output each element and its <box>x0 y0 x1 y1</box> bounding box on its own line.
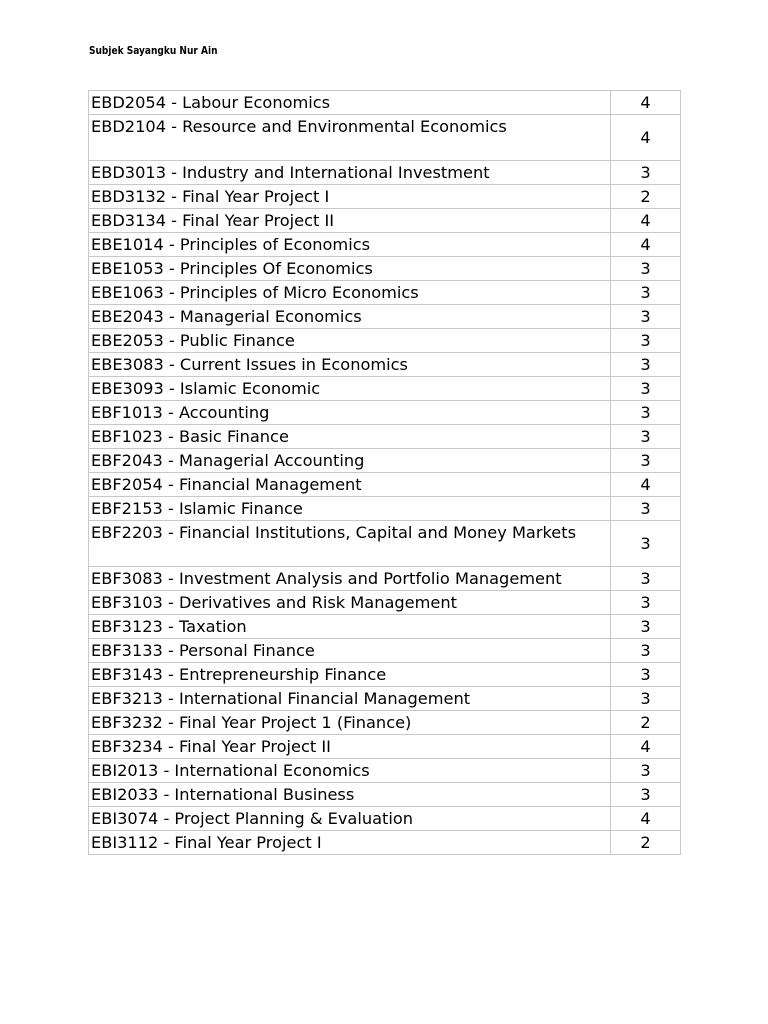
subject-name-cell: EBF2153 - Islamic Finance <box>89 497 611 521</box>
subject-name-cell: EBE1014 - Principles of Economics <box>89 233 611 257</box>
subject-name-cell: EBE3083 - Current Issues in Economics <box>89 353 611 377</box>
subjects-table <box>88 90 681 855</box>
table-row <box>89 521 681 567</box>
subject-credit-cell: 2 <box>611 831 681 855</box>
subject-credit-cell: 3 <box>611 497 681 521</box>
subject-credit-cell: 2 <box>611 185 681 209</box>
subject-credit-cell: 4 <box>611 735 681 759</box>
subject-name-cell: EBF3083 - Investment Analysis and Portfolio Management <box>89 567 611 591</box>
subject-credit-cell: 3 <box>611 305 681 329</box>
subject-name-cell: EBF3123 - Taxation <box>89 615 611 639</box>
table-row <box>89 377 681 401</box>
table-row <box>89 115 681 161</box>
table-row <box>89 759 681 783</box>
table-row <box>89 567 681 591</box>
subject-credit-cell: 4 <box>611 473 681 497</box>
subject-credit-cell: 4 <box>611 115 681 161</box>
subject-name-cell: EBE1063 - Principles of Micro Economics <box>89 281 611 305</box>
subject-credit-cell: 3 <box>611 615 681 639</box>
table-row <box>89 449 681 473</box>
subject-credit-cell: 3 <box>611 449 681 473</box>
table-row <box>89 687 681 711</box>
subject-credit-cell: 3 <box>611 329 681 353</box>
table-row <box>89 735 681 759</box>
subject-credit-cell: 3 <box>611 567 681 591</box>
subject-credit-cell: 3 <box>611 281 681 305</box>
subject-credit-cell: 3 <box>611 639 681 663</box>
table-row <box>89 591 681 615</box>
table-row <box>89 711 681 735</box>
subject-name-cell: EBF2054 - Financial Management <box>89 473 611 497</box>
table-row <box>89 329 681 353</box>
subject-name-cell: EBE2043 - Managerial Economics <box>89 305 611 329</box>
table-row <box>89 401 681 425</box>
subject-credit-cell: 3 <box>611 759 681 783</box>
table-row <box>89 615 681 639</box>
table-row <box>89 305 681 329</box>
subject-name-cell: EBD2054 - Labour Economics <box>89 91 611 115</box>
table-row <box>89 91 681 115</box>
subject-credit-cell: 3 <box>611 257 681 281</box>
subject-name-cell: EBF3143 - Entrepreneurship Finance <box>89 663 611 687</box>
subject-credit-cell: 3 <box>611 401 681 425</box>
subject-credit-cell: 4 <box>611 807 681 831</box>
subject-name-cell: EBF3232 - Final Year Project 1 (Finance) <box>89 711 611 735</box>
subject-credit-cell: 3 <box>611 591 681 615</box>
subject-name-cell: EBI3112 - Final Year Project I <box>89 831 611 855</box>
table-row <box>89 185 681 209</box>
subject-name-cell: EBF3133 - Personal Finance <box>89 639 611 663</box>
subject-credit-cell: 3 <box>611 663 681 687</box>
table-row <box>89 161 681 185</box>
table-row <box>89 233 681 257</box>
table-row <box>89 425 681 449</box>
table-row <box>89 497 681 521</box>
subject-credit-cell: 3 <box>611 377 681 401</box>
subject-name-cell: EBD3132 - Final Year Project I <box>89 185 611 209</box>
subject-name-cell: EBF3234 - Final Year Project II <box>89 735 611 759</box>
subject-name-cell: EBD2104 - Resource and Environmental Economics <box>89 115 611 161</box>
subject-credit-cell: 4 <box>611 91 681 115</box>
subject-name-cell: EBI3074 - Project Planning & Evaluation <box>89 807 611 831</box>
table-row <box>89 663 681 687</box>
table-row <box>89 353 681 377</box>
table-row <box>89 209 681 233</box>
subject-name-cell: EBF2043 - Managerial Accounting <box>89 449 611 473</box>
subject-credit-cell: 3 <box>611 353 681 377</box>
table-row <box>89 783 681 807</box>
subject-name-cell: EBF1013 - Accounting <box>89 401 611 425</box>
table-row <box>89 831 681 855</box>
subject-credit-cell: 3 <box>611 783 681 807</box>
subject-credit-cell: 4 <box>611 233 681 257</box>
subject-name-cell: EBD3134 - Final Year Project II <box>89 209 611 233</box>
subject-name-cell: EBD3013 - Industry and International Investment <box>89 161 611 185</box>
subject-name-cell: EBF1023 - Basic Finance <box>89 425 611 449</box>
page-header-title: Subjek Sayangku Nur Ain <box>89 44 218 57</box>
subject-name-cell: EBF3213 - International Financial Management <box>89 687 611 711</box>
subject-name-cell: EBI2033 - International Business <box>89 783 611 807</box>
subject-name-cell: EBF3103 - Derivatives and Risk Management <box>89 591 611 615</box>
table-row <box>89 807 681 831</box>
table-row <box>89 639 681 663</box>
table-row <box>89 257 681 281</box>
subject-name-cell: EBE2053 - Public Finance <box>89 329 611 353</box>
subject-credit-cell: 3 <box>611 521 681 567</box>
subject-name-cell: EBE1053 - Principles Of Economics <box>89 257 611 281</box>
table-row <box>89 473 681 497</box>
subject-name-cell: EBE3093 - Islamic Economic <box>89 377 611 401</box>
subject-credit-cell: 2 <box>611 711 681 735</box>
subject-name-cell: EBI2013 - International Economics <box>89 759 611 783</box>
subject-credit-cell: 4 <box>611 209 681 233</box>
subject-credit-cell: 3 <box>611 161 681 185</box>
subject-credit-cell: 3 <box>611 425 681 449</box>
subject-name-cell: EBF2203 - Financial Institutions, Capital and Money Markets <box>89 521 611 567</box>
table-row <box>89 281 681 305</box>
subject-credit-cell: 3 <box>611 687 681 711</box>
